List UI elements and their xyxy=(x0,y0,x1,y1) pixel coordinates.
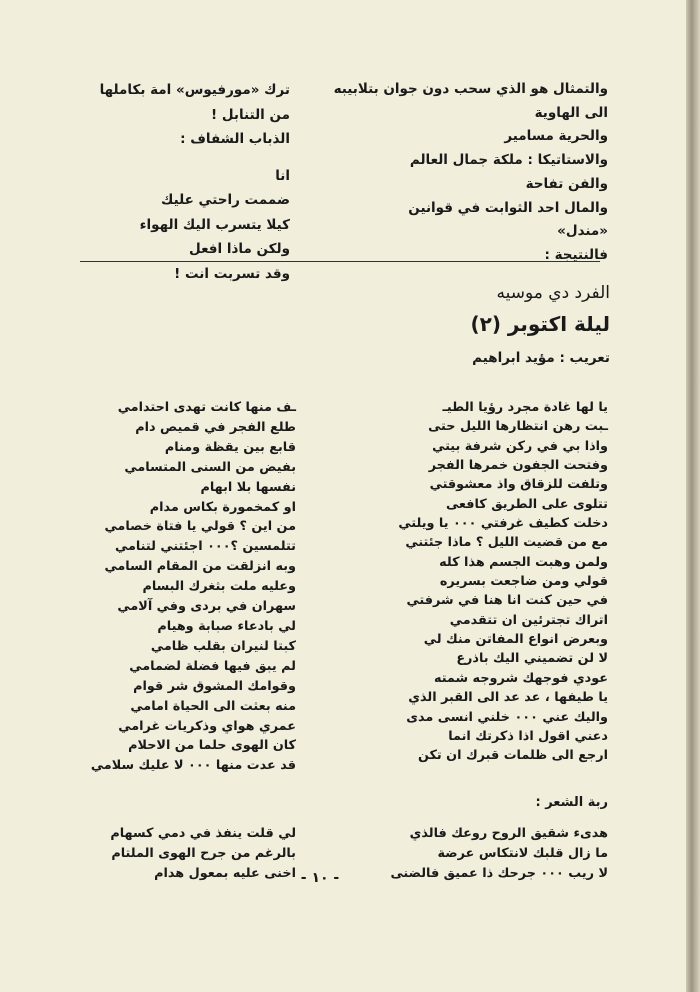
text-line: الى الهاوية xyxy=(534,104,608,121)
text-line: والحرية مسامير xyxy=(504,128,608,145)
text-line: ترك «مورفيوس» امة بكاملها xyxy=(99,82,290,98)
text-line: ـبت رهن انتظارها الليل حتى xyxy=(428,419,608,435)
text-line: هدىء شقيق الروح روعك فالذي xyxy=(409,826,608,841)
text-line: لم يبق فيها فضلة لضمامي xyxy=(129,658,296,674)
text-line: واذا بي في ركن شرفة بيتي xyxy=(432,438,608,454)
author-name: الفرد دي موسيه xyxy=(496,283,610,303)
page-number: - ١٠ - xyxy=(300,870,340,886)
article-title: ليلة اكتوبر (٢) xyxy=(470,312,610,336)
text-line: ضممت راحتي عليك xyxy=(161,192,290,208)
poem-right-column xyxy=(330,398,608,766)
text-line: قولي ومن ضاجعت بسريره xyxy=(439,574,608,590)
text-line: وبه انزلقت من المقام السامي xyxy=(104,559,296,575)
text-line: والتمثال هو الذي سحب دون جوان بتلابيبه xyxy=(333,81,608,97)
text-line: طلع الفجر في قميص دام xyxy=(135,419,296,435)
speaker-label: ربة الشعر : xyxy=(535,795,608,810)
text-line: لي بادعاء صبابة وهيام xyxy=(157,618,296,634)
text-line: واليك عني ٠٠٠ خلني انسى مدى xyxy=(406,709,608,725)
text-line: من اين ؟ قولي يا فتاة خصامي xyxy=(104,519,296,535)
text-line: من التنابل ! xyxy=(211,106,290,123)
text-line: نفسها بلا ابهام xyxy=(200,479,296,495)
text-line: منه بعثت الى الحياة امامي xyxy=(130,698,296,714)
section-divider xyxy=(80,261,600,262)
text-line: وتلفت للزقاق واذ معشوقتي xyxy=(429,477,608,493)
text-line: وبعرض انواع المفاتن منك لي xyxy=(423,632,608,648)
text-line: او كمخمورة بكاس مدام xyxy=(149,499,296,515)
text-line: عودي فوجهك شروجه شمته xyxy=(433,670,608,686)
top-right-column xyxy=(330,78,608,268)
text-line: تتلمسين ؟٠٠٠ اجئتني لتنامي xyxy=(115,539,296,555)
text-line: كان الهوى حلما من الاحلام xyxy=(128,738,296,754)
text-line: ـف منها كانت تهدى احتدامي xyxy=(117,400,296,415)
text-line: لا ريب ٠٠٠ جرحك ذا عميق فالضنى xyxy=(390,866,608,881)
text-line: وعليه ملت بثغرك البسام xyxy=(142,579,296,595)
text-line: ما زال قلبك لانتكاس عرضة xyxy=(437,846,608,861)
text-line: وفتحت الجفون خمرها الفجر xyxy=(428,458,608,474)
text-line: تتلوى على الطريق كافعى xyxy=(445,496,608,512)
text-line: قابع بين يقظة ومنام xyxy=(164,439,296,455)
text-line: في حين كنت انا هنا في شرفتي xyxy=(406,593,608,609)
text-line: يا لها غادة مجرد رؤيا الطيـ xyxy=(442,400,608,415)
text-line: وقوامك المشوق شر قوام xyxy=(133,678,296,694)
text-line: لي قلت ينفذ في دمي كسهام xyxy=(110,826,296,841)
text-line: وقد تسربت انت ! xyxy=(174,265,290,282)
ending-right-column xyxy=(330,824,608,884)
poem-left-column xyxy=(90,398,296,776)
stanza-gap xyxy=(110,152,290,164)
text-line: ولكن ماذا افعل xyxy=(189,241,290,257)
top-left-group-2 xyxy=(110,164,290,287)
text-line: ارجع الى ظلمات قبرك ان تكن xyxy=(417,748,608,764)
text-line: ولمن وهبت الجسم هذا كله xyxy=(439,554,608,570)
text-line: كيلا يتسرب اليك الهواء xyxy=(139,216,290,233)
text-line: مع من قضيت الليل ؟ ماذا جئتني xyxy=(405,535,608,551)
text-line: دعني اقول اذا ذكرتك انما xyxy=(448,728,608,744)
text-line: اتراك تجترئين ان تتقدمي xyxy=(449,612,608,628)
text-line: «مندل» xyxy=(557,223,608,240)
text-line: عمري هواي وذكريات غرامي xyxy=(118,718,296,734)
text-line: لا لن تضميني اليك باذرع xyxy=(456,651,608,667)
top-left-column xyxy=(99,78,290,286)
text-line: يا طيفها ، عد عد الى القبر الذي xyxy=(408,690,608,706)
text-line: انا xyxy=(275,167,290,184)
text-line: والمال احد الثوابت في قوانين xyxy=(408,199,608,216)
text-line: فالنتيجة : xyxy=(544,246,608,263)
page-edge xyxy=(686,0,700,992)
translator-credit: تعريب : مؤيد ابراهيم xyxy=(472,350,610,366)
ending-left-column xyxy=(110,824,296,884)
text-line: بفيض من السنى المتسامي xyxy=(124,459,296,475)
top-left-group-1 xyxy=(99,78,290,152)
text-line: دخلت كطيف غرفتي ٠٠٠ يا ويلتي xyxy=(398,516,608,532)
text-line: كبتا لنيران بقلب ظامي xyxy=(150,638,296,654)
text-line: قد عدت منها ٠٠٠ لا عليك سلامي xyxy=(90,758,296,774)
text-line: الذباب الشفاف : xyxy=(180,131,290,147)
text-line: والاستاتيكا : ملكة جمال العالم xyxy=(409,152,608,169)
text-line: بالرغم من جرح الهوى الملتام xyxy=(111,846,296,861)
text-line: اخنى عليه بمعول هدام xyxy=(154,866,296,881)
text-line: سهران في بردى وفي آلامي xyxy=(117,599,296,615)
text-line: والفن تفاحة xyxy=(525,175,608,192)
